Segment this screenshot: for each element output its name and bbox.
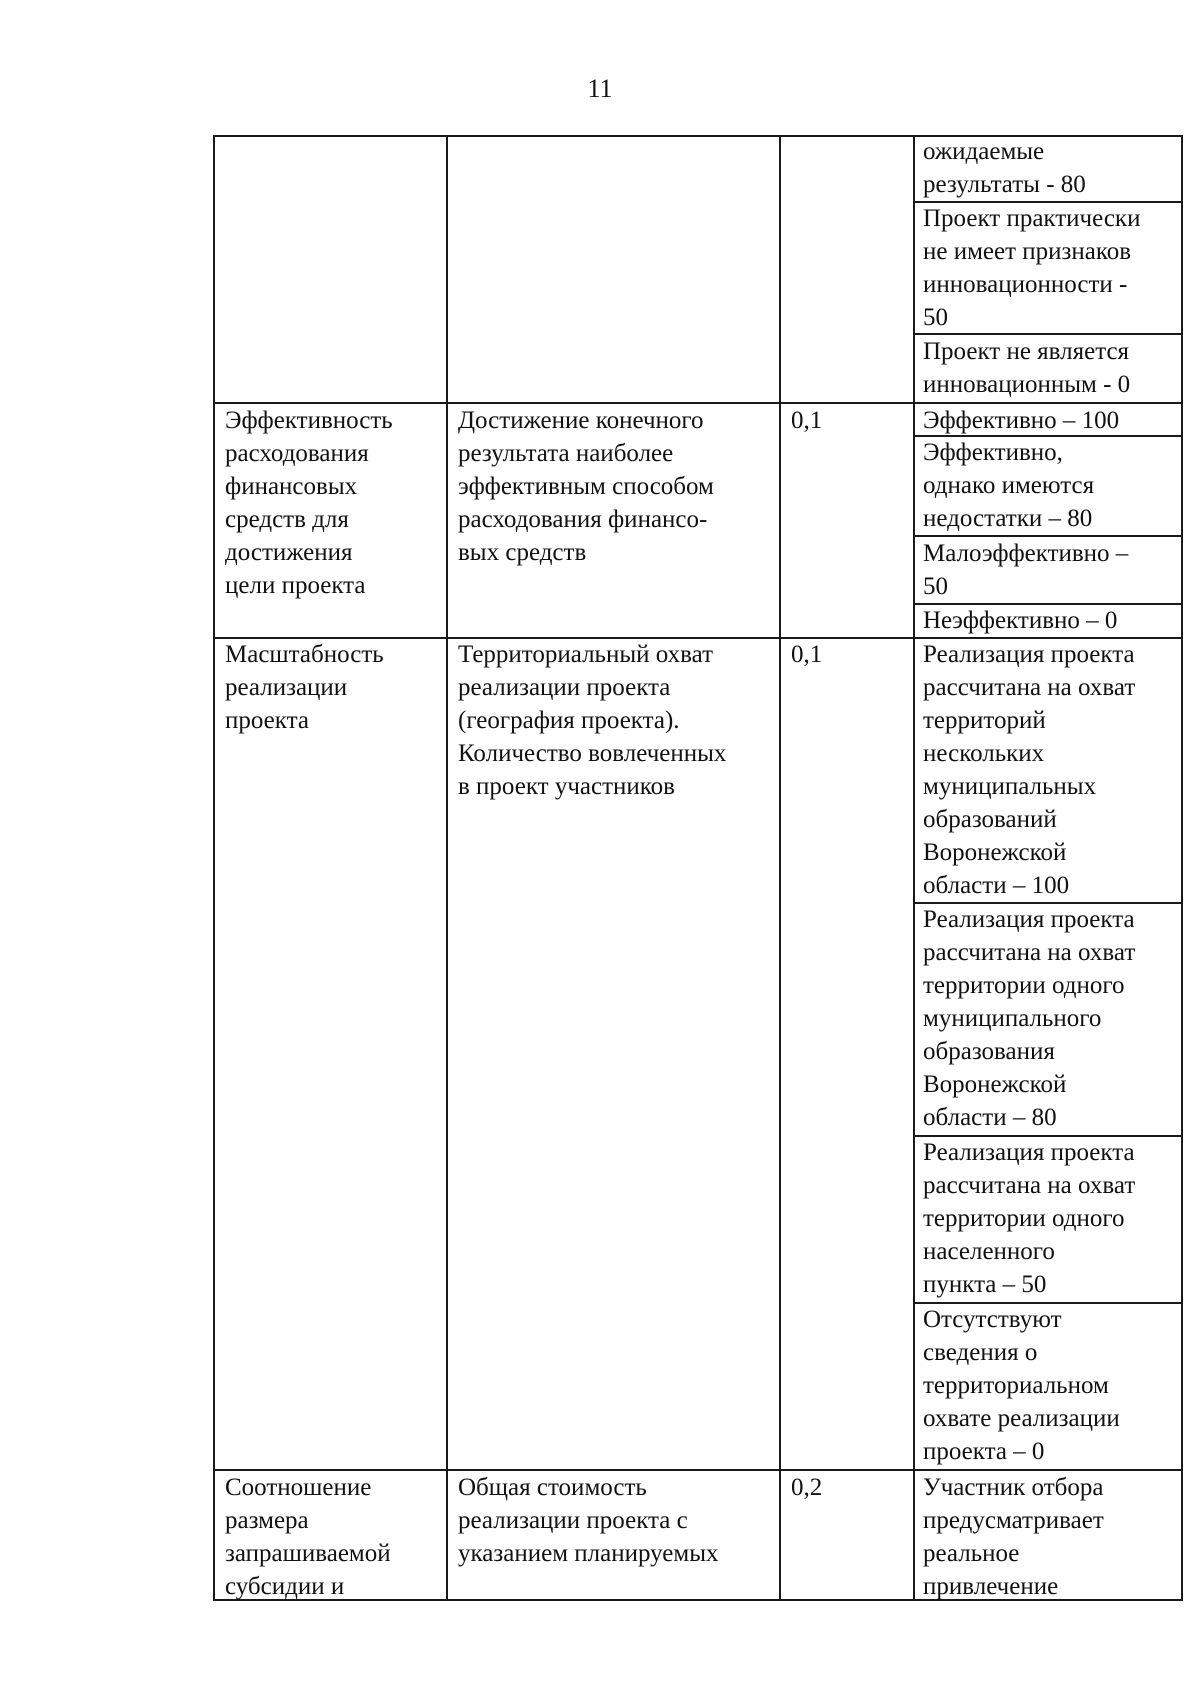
description-cell: Общая стоимость реализации проекта с указанием планируемых bbox=[458, 1474, 719, 1567]
score-cell: ожидаемые результаты - 80 bbox=[923, 138, 1086, 198]
column-divider-3 bbox=[913, 135, 915, 1601]
table-border-left bbox=[213, 135, 215, 1601]
criterion-cell: Масштабность реализации проекта bbox=[225, 641, 384, 734]
score-cell: Неэффективно – 0 bbox=[923, 607, 1118, 634]
score-cell: Отсутствуют сведения о территориальном охвате реализации проекта – 0 bbox=[923, 1306, 1120, 1465]
criterion-cell: Соотношение размера запрашиваемой субсидии и bbox=[225, 1474, 391, 1600]
score-cell: Участник отбора предусматривает реальное привлечение bbox=[923, 1474, 1104, 1600]
column-divider-2 bbox=[779, 135, 781, 1601]
criterion-cell: Эффективность расходования финансовых средств для достижения цели проекта bbox=[225, 407, 393, 599]
description-cell: Достижение конечного результата наиболее эффективным способом расходования финансо- вых средств bbox=[458, 407, 714, 566]
score-cell: Реализация проекта рассчитана на охват территории одного населенного пункта – 50 bbox=[923, 1139, 1136, 1298]
table-border-right bbox=[1181, 135, 1183, 1601]
score-cell: Эффективно – 100 bbox=[923, 407, 1120, 434]
score-cell: Реализация проекта рассчитана на охват территорий нескольких муниципальных образований Воронежской области – 100 bbox=[923, 641, 1136, 899]
score-cell: Малоэффективно – 50 bbox=[923, 540, 1129, 600]
page-number: 11 bbox=[587, 74, 613, 103]
weight-cell: 0,1 bbox=[791, 641, 823, 668]
weight-cell: 0,2 bbox=[791, 1474, 823, 1501]
description-cell: Территориальный охват реализации проекта (география проекта). Количество вовлеченных в проект участников bbox=[458, 641, 727, 800]
weight-cell: 0,1 bbox=[791, 407, 823, 434]
criteria-table bbox=[213, 135, 1183, 1601]
score-cell: Эффективно, однако имеются недостатки – 80 bbox=[923, 439, 1095, 532]
score-cell: Проект практически не имеет признаков инновационности - 50 bbox=[923, 205, 1141, 331]
column-divider-1 bbox=[446, 135, 448, 1601]
score-cell: Реализация проекта рассчитана на охват территории одного муниципального образования Воронежской области – 80 bbox=[923, 906, 1136, 1131]
score-cell: Проект не является инновационным - 0 bbox=[923, 338, 1131, 398]
